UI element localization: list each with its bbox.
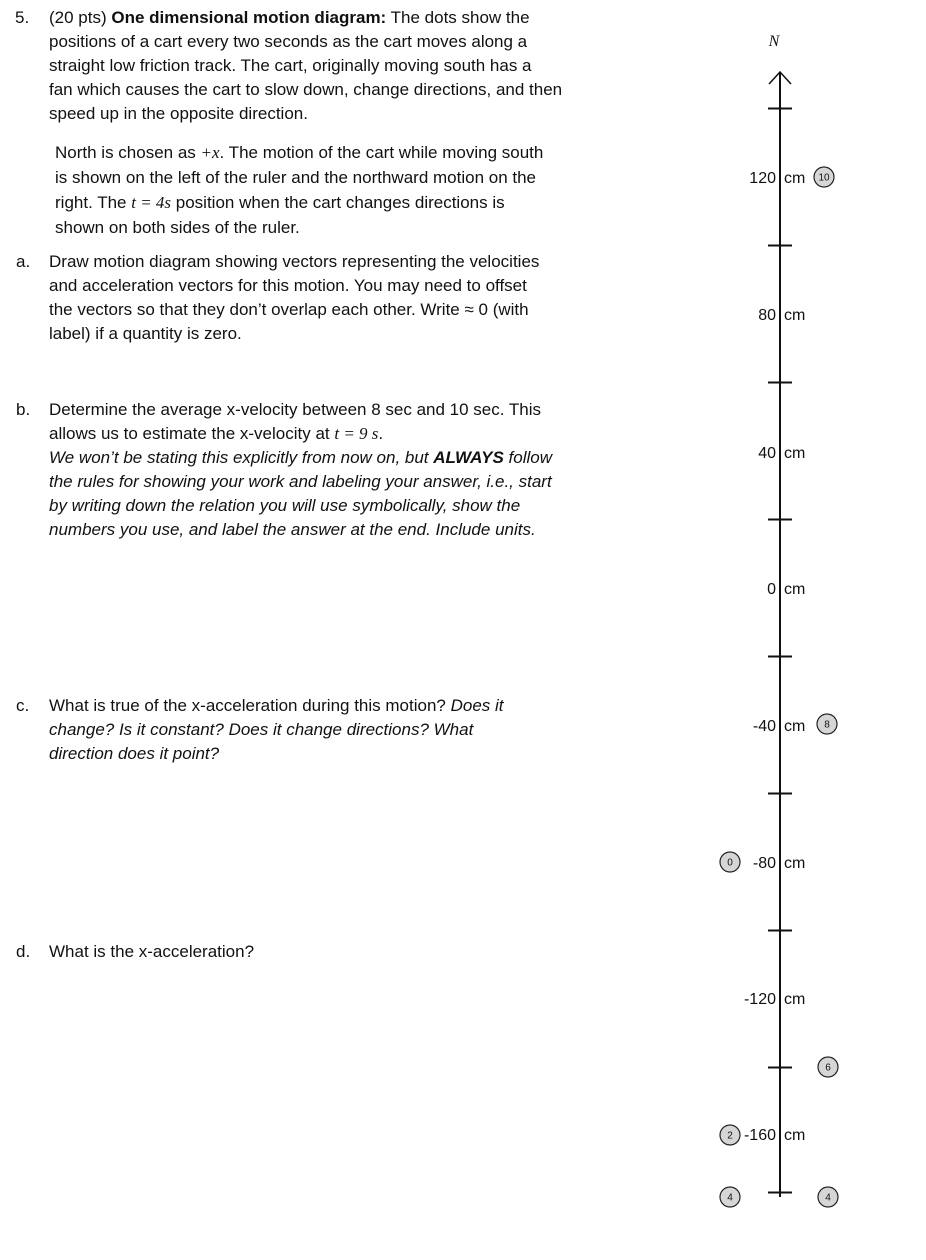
part-d-letter: d. xyxy=(16,942,31,961)
dot-time-label: 2 xyxy=(727,1130,733,1142)
note-text: position when the cart changes directions is xyxy=(171,193,505,212)
ruler-value-label: 40 xyxy=(758,445,776,462)
ruler-unit-label: cm xyxy=(784,581,806,598)
intro-text: The dots show the xyxy=(386,8,530,27)
part-c-italic-line: change? Is it constant? Does it change directions? What xyxy=(49,720,474,739)
dot-time-label: 8 xyxy=(824,719,830,731)
ruler-value-label: -80 xyxy=(752,855,776,872)
intro-line-3: straight low friction track. The cart, originally moving south has a xyxy=(49,56,532,75)
part-c-text-span: What is true of the x-acceleration during this motion? xyxy=(49,696,451,715)
dot-time-label: 6 xyxy=(825,1062,831,1074)
ruler-value-label: 0 xyxy=(767,581,776,598)
note-text: North is chosen as xyxy=(55,143,201,162)
part-b-always: ALWAYS xyxy=(433,448,504,467)
ruler-value-label: -40 xyxy=(752,718,776,735)
dot-time-label: 0 xyxy=(727,857,733,869)
math-plus-x: +x xyxy=(200,143,220,162)
position-dot-t4 xyxy=(720,1187,740,1207)
ruler-value-label: 120 xyxy=(749,170,776,187)
part-b-period: . xyxy=(378,424,384,443)
intro-line-4: fan which causes the cart to slow down, change directions, and then xyxy=(49,80,563,99)
ruler-unit-label: cm xyxy=(784,307,806,324)
position-dot-t0 xyxy=(720,852,740,872)
math-t-4s: t = 4s xyxy=(131,193,172,212)
north-label: N xyxy=(768,33,780,50)
part-c-italic: Does it xyxy=(450,696,504,715)
part-b-italic: follow xyxy=(503,448,552,467)
dot-time-label: 4 xyxy=(727,1192,733,1204)
dot-time-label: 4 xyxy=(825,1192,831,1204)
problem-number: 5. xyxy=(15,8,30,27)
intro-title: One dimensional motion diagram: xyxy=(111,8,387,27)
ruler-unit-label: cm xyxy=(784,1127,806,1144)
part-a-letter: a. xyxy=(16,252,31,271)
position-dot-t8 xyxy=(817,714,837,734)
position-dot-t4 xyxy=(818,1187,838,1207)
part-a-line: label) if a quantity is zero. xyxy=(49,324,242,343)
intro-line-2: positions of a cart every two seconds as the cart moves along a xyxy=(49,32,528,51)
part-a-line: the vectors so that they don’t overlap each other. Write ≈ 0 (with xyxy=(49,300,529,319)
note-line-2: is shown on the left of the ruler and the northward motion on the xyxy=(55,168,537,187)
part-b-line-1: Determine the average x-velocity between 8 sec and 10 sec. This xyxy=(49,400,542,419)
intro-prefix: (20 pts) xyxy=(49,8,112,27)
ruler-unit-label: cm xyxy=(784,170,806,187)
part-b-letter: b. xyxy=(16,400,31,419)
part-c-italic-line: direction does it point? xyxy=(49,744,220,763)
part-b-italic: We won’t be stating this explicitly from now on, but xyxy=(49,448,434,467)
ruler-unit-label: cm xyxy=(784,855,806,872)
part-b-text-span: allows us to estimate the x-velocity at xyxy=(49,424,335,443)
part-b-italic-line: numbers you use, and label the answer at the end. Include units. xyxy=(49,520,536,539)
part-a-line: Draw motion diagram showing vectors representing the velocities xyxy=(49,252,540,271)
ruler-unit-label: cm xyxy=(784,991,806,1008)
math-t-9s: t = 9 s xyxy=(334,424,379,443)
part-c-letter: c. xyxy=(16,696,30,715)
part-b-italic-line: by writing down the relation you will use symbolically, show the xyxy=(49,496,521,515)
position-dot-t2 xyxy=(720,1125,740,1145)
ruler-value-label: -120 xyxy=(743,991,776,1008)
ruler-value-label: 80 xyxy=(758,307,776,324)
note-text: right. The xyxy=(55,193,132,212)
part-d-text: What is the x-acceleration? xyxy=(49,942,255,961)
position-dot-t6 xyxy=(818,1057,838,1077)
note-line-4: shown on both sides of the ruler. xyxy=(55,218,300,237)
intro-line-5: speed up in the opposite direction. xyxy=(49,104,308,123)
part-b-italic-line: the rules for showing your work and labeling your answer, i.e., start xyxy=(49,472,552,491)
ruler-unit-label: cm xyxy=(784,445,806,462)
part-a-line: and acceleration vectors for this motion. You may need to offset xyxy=(49,276,527,295)
position-dot-t10 xyxy=(814,167,834,187)
ruler-value-label: -160 xyxy=(743,1127,776,1144)
note-text: . The motion of the cart while moving south xyxy=(219,143,544,162)
dot-time-label: 10 xyxy=(818,172,830,184)
ruler-unit-label: cm xyxy=(784,718,806,735)
